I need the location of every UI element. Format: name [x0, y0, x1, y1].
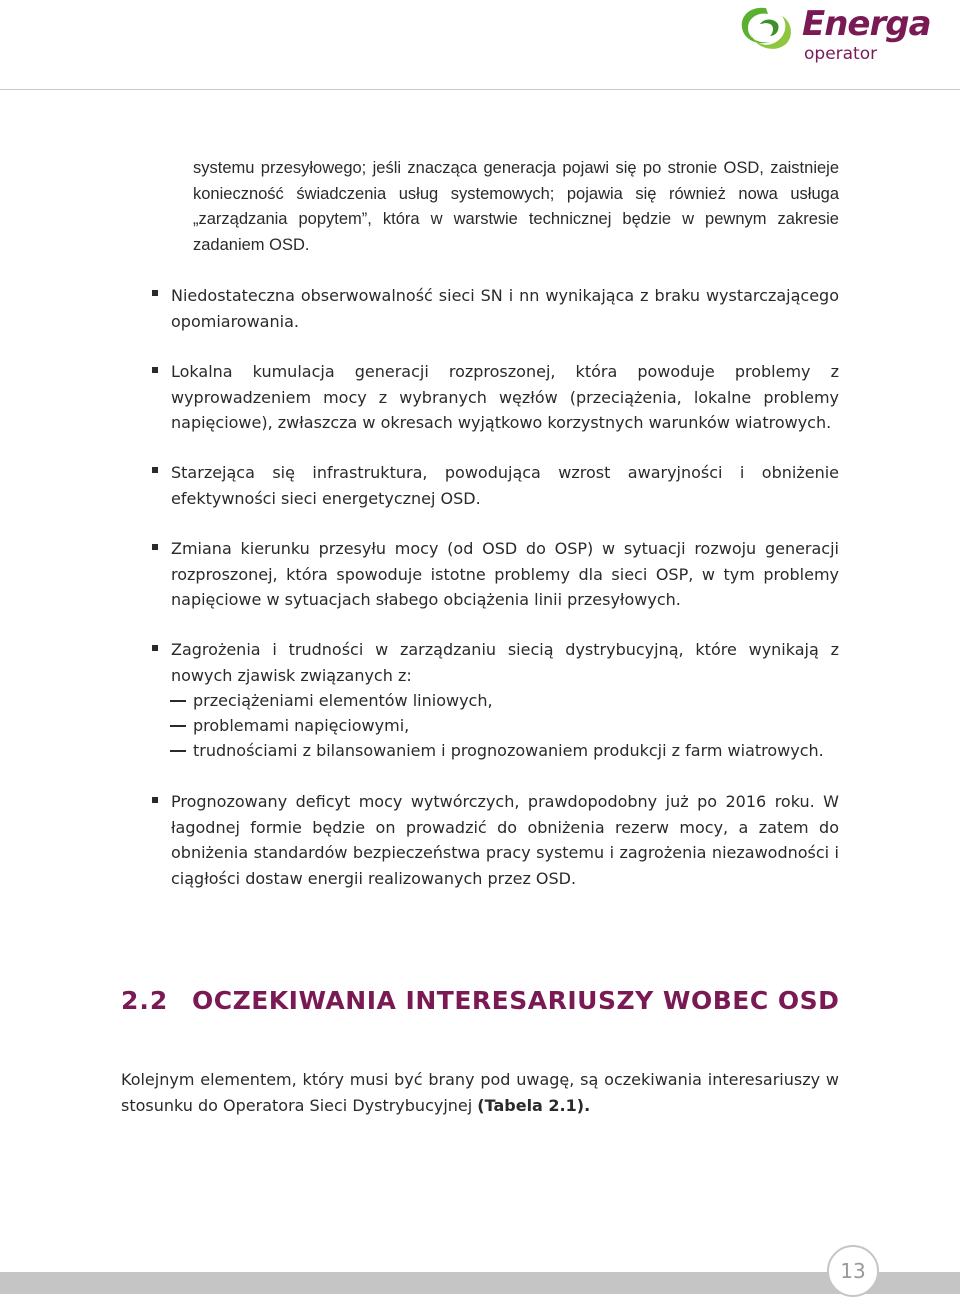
header-divider: [0, 89, 960, 90]
bullet-text-1: Niedostateczna obserwowalność sieci SN i nn wynikająca z braku wystarczającego opomiarowania.: [171, 286, 839, 331]
bullet-marker: [152, 290, 158, 296]
section-number: 2.2: [121, 986, 169, 1015]
table-reference: (Tabela 2.1).: [477, 1096, 591, 1115]
sub-item-1: przeciążeniami elementów liniowych,: [193, 691, 493, 710]
logo-subtitle: operator: [804, 44, 878, 64]
bullet-marker: [152, 544, 158, 550]
energa-operator-logo: [736, 0, 936, 72]
bullet-text-2: Lokalna kumulacja generacji rozproszonej, która powoduje problemy z wyprowadzeniem mocy z wybranych węzłów (przeciążenia, lokalne problemy napięciowe), zwłaszcza w okresach wyjątkowo korzystnych warunków wiatrowych.: [171, 362, 839, 432]
dash-marker: [170, 750, 186, 752]
bullet-text-6: Prognozowany deficyt mocy wytwórczych, prawdopodobny już po 2016 roku. W łagodnej formie będzie on prowadzić do obniżenia rezerw mocy, a zatem do obniżenia standardów bezpieczeństwa pracy systemu i zagrożenia niezawodności i ciągłości dostaw energii realizowanych przez OSD.: [171, 792, 839, 888]
energa-swirl-icon: [736, 2, 796, 58]
footer-bar: [0, 1272, 960, 1294]
sub-item-3: trudnościami z bilansowaniem i prognozowaniem produkcji z farm wiatrowych.: [193, 741, 824, 760]
bullet-marker: [152, 367, 158, 373]
bullet-text-5: Zagrożenia i trudności w zarządzaniu siecią dystrybucyjną, które wynikają z nowych zjawisk związanych z:: [171, 640, 839, 685]
bullet-marker: [152, 797, 158, 803]
bullet-marker: [152, 645, 158, 651]
sub-item-2: problemami napięciowymi,: [193, 716, 410, 735]
page-number: 13: [827, 1245, 879, 1297]
dash-marker: [170, 725, 186, 727]
logo-wordmark: Energa: [802, 4, 931, 44]
continuation-paragraph: systemu przesyłowego; jeśli znacząca generacja pojawi się po stronie OSD, zaistnieje konieczność świadczenia usług systemowych; pojawia się również nowa usługa „zarządzania popytem”, która w warstwie technicznej będzie w pewnym zakresie zadaniem OSD.: [193, 159, 839, 254]
intro-paragraph: [121, 1067, 839, 1119]
dash-marker: [170, 700, 186, 702]
section-title: OCZEKIWANIA INTERESARIUSZY WOBEC OSD: [192, 986, 840, 1015]
bullet-marker: [152, 467, 158, 473]
intro-text: Kolejnym elementem, który musi być brany pod uwagę, są oczekiwania interesariuszy w stosunku do Operatora Sieci Dystrybucyjnej: [121, 1070, 839, 1115]
bullet-text-4: Zmiana kierunku przesyłu mocy (od OSD do OSP) w sytuacji rozwoju generacji rozproszonej, która spowoduje istotne problemy dla sieci OSP, w tym problemy napięciowe w sytuacjach słabego obciążenia linii przesyłowych.: [171, 539, 839, 609]
bullet-text-3: Starzejąca się infrastruktura, powodująca wzrost awaryjności i obniżenie efektywności sieci energetycznej OSD.: [171, 463, 839, 508]
